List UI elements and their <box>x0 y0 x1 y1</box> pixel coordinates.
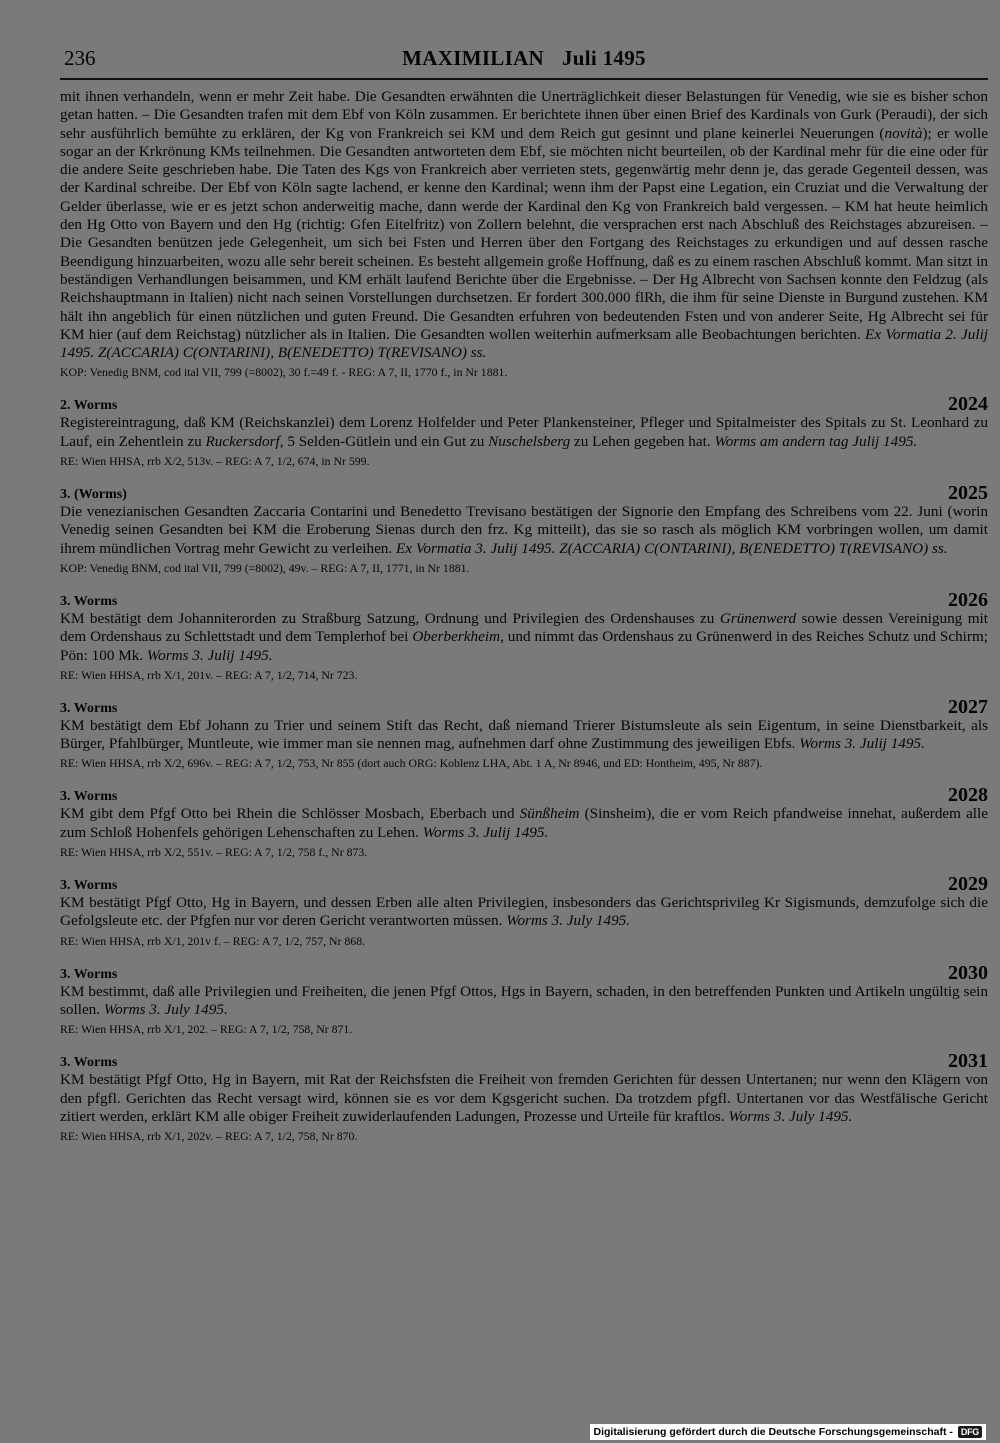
page-header <box>60 42 988 80</box>
entry-text: KM gibt dem Pfgf Otto bei Rhein die Schlösser Mosbach, Eberbach und Sünßheim (Sinsheim), die er vom Reich pfandweise innehat, außerdem alle zum Schloß Hohenfels gehörigen Lehenschaften zu Lehen. Worms 3. Julij 1495. <box>60 805 988 841</box>
entry-2027 <box>60 697 988 772</box>
continuation-paragraph: mit ihnen verhandeln, wenn er mehr Zeit habe. Die Gesandten erwähnten die Unerträglichkeit dieser Belastungen für Venedig, wie sie es bisher schon getan hatten. – Die Gesandten trafen mit dem Ebf von Köln zusammen. Er berichtete ihnen über einen Brief des Kardinals von Gurk (Peraudi), der sich sehr ausführlich bemühte zu erklären, der Kg von Frankreich sei KM und dem Reich gut gesinnt und plane keinerlei Neuerungen (novità); er wolle sogar an der Krkrönung KMs teilnehmen. Die Gesandten antworteten dem Ebf, sie möchten nicht beurteilen, ob der Kardinal mehr für die eine oder für die andere Seite geschrieben habe. Die Taten des Kgs von Frankreich aber verrieten stets, gegenwärtig mehr denn je, das gerade Gegenteil dessen, was der Kardinal schreibe. Der Ebf von Köln sagte lachend, er kenne den Kardinal; wenn ihm der Papst eine Legation, ein Cruziat und die Verwaltung der Gelder überlasse, wie er es jetzt schon anderweitig mache, dann werde der Kardinal den Kg von Frankreich bald vergessen. – KM hat heute heimlich den Hg Otto von Bayern und den Hg (richtig: Gfen Eitelfritz) von Zollern belehnt, die versprachen erst nach Abschluß des Reichstages abzureisen. – Die Gesandten benützen jede Gelegenheit, um sich bei Fsten und Herren über den Fortgang des Reichstages zu erkundigen und auf dessen rasche Beendigung hinzuarbeiten, wozu alle sehr bereit scheinen. Es besteht allgemein große Hoffnung, daß es zu einem raschen Abschluß kommt. Man sitzt in beständigen Verhandlungen beisammen, und KM erhält laufend Berichte über die Ergebnisse. – Der Hg Albrecht von Sachsen konnte den Feldzug (als Reichshauptmann in Italien) nicht nach seinen Vorstellungen durchsetzen. Er fordert 300.000 flRh, die ihm für seine Dienste in Burgund zustehen. KM hält ihn angeblich für einen nützlichen und guten Freund. Die Gesandten erfuhren von bedeutenden Fsten und von anderer Seite, Hg Albrecht sei für KM hier (auf dem Reichstag) nützlicher als in Italien. Die Gesandten wollen weiterhin aufmerksam alle Beobachtungen berichten. Ex Vormatia 2. Julij 1495. Z(ACCARIA) C(ONTARINI), B(ENEDETTO) T(REVISANO) ss. <box>60 88 989 362</box>
entry-number: 2025 <box>948 482 988 505</box>
entry-source: KOP: Venedig BNM, cod ital VII, 799 (=8002), 49v. – REG: A 7, II, 1771, in Nr 1881. <box>60 560 470 575</box>
entry-text: KM bestätigt Pfgf Otto, Hg in Bayern, mit Rat der Reichsfsten die Freiheit von fremden Gerichten für dessen Untertanen; nur wenn den Klägern von den pfgfl. Gerichten das Recht versagt wird, können sie es vor dem Kgsgericht suchen. Da trotzdem pfgfl. Untertanen vor das Westfälische Gericht zitiert werden, erklärt KM alle obiger Freiheit zuwiderlaufenden Ladungen, Prozesse und Urteile für kraftlos. Worms 3. July 1495. <box>60 1071 988 1125</box>
entry-source: RE: Wien HHSA, rrb X/1, 202v. – REG: A 7, 1/2, 758, Nr 870. <box>60 1129 358 1144</box>
entry-date: 2. Worms <box>60 398 118 414</box>
entry-source: RE: Wien HHSA, rrb X/1, 201v f. – REG: A 7, 1/2, 757, Nr 868. <box>60 933 366 948</box>
entry-source: RE: Wien HHSA, rrb X/1, 202. – REG: A 7, 1/2, 758, Nr 871. <box>60 1022 353 1037</box>
entry-2028 <box>60 785 988 860</box>
entry-text: KM bestätigt dem Ebf Johann zu Trier und seinem Stift das Recht, daß niemand Trierer Bistumsleute als sein Eigentum, in seine Dienstbarkeit, als Bürger, Pfahlbürger, Muntleute, wie immer man sie nennen mag, aufnehmen darf ohne Zustimmung des jeweiligen Ebfs. Worms 3. Julij 1495. <box>60 716 988 753</box>
continuation-source: KOP: Venedig BNM, cod ital VII, 799 (=8002), 30 f.=49 f. - REG: A 7, II, 1770 f., in Nr 1881. <box>60 365 508 380</box>
entry-date: 3. Worms <box>60 789 118 805</box>
page-body <box>60 88 988 1144</box>
entry-number: 2024 <box>948 393 988 416</box>
entry-date: 3. Worms <box>60 593 118 609</box>
entry-2025 <box>60 483 988 576</box>
page-number: 236 <box>64 46 96 70</box>
document-page <box>60 42 988 1144</box>
entry-number: 2031 <box>948 1050 988 1073</box>
entry-number: 2030 <box>948 961 988 984</box>
entry-number: 2027 <box>948 695 988 718</box>
entry-text: KM bestimmt, daß alle Privilegien und Freiheiten, die jenen Pfgf Ottos, Hgs in Bayern, schaden, in den betreffenden Punkten und Artikeln ungültig sein sollen. Worms 3. July 1495. <box>60 982 988 1018</box>
entry-2024 <box>60 394 988 469</box>
entry-source: RE: Wien HHSA, rrb X/1, 201v. – REG: A 7, 1/2, 714, Nr 723. <box>60 667 358 682</box>
entry-date: 3. Worms <box>60 1055 118 1071</box>
entry-2029 <box>60 874 988 949</box>
entry-number: 2029 <box>948 873 988 896</box>
funding-footer <box>590 1423 987 1441</box>
entry-text: KM bestätigt dem Johanniterorden zu Straßburg Satzung, Ordnung und Privilegien des Ordenshauses zu Grünenwerd sowie dessen Vereinigung mit dem Ordenshaus zu Schlettstadt und dem Templerhof bei Oberberkheim, und nimmt das Ordenshaus zu Grünenwerd in des Reiches Schutz und Schirm; Pön: 100 Mk. Worms 3. Julij 1495. <box>60 609 988 664</box>
entry-text: Registereintragung, daß KM (Reichskanzlei) dem Lorenz Holfelder und Peter Plankensteiner, Pfleger und Spitalmeister des Spitals zu St. Leonhard zu Lauf, ein Zehentlein zu Ruckersdorf, 5 Selden-Gütlein und ein Gut zu Nuschelsberg zu Lehen gegeben hat. Worms am andern tag Julij 1495. <box>60 414 988 450</box>
entry-2031 <box>60 1051 988 1144</box>
entry-number: 2028 <box>948 784 988 807</box>
entry-source: RE: Wien HHSA, rrb X/2, 696v. – REG: A 7, 1/2, 753, Nr 855 (dort auch ORG: Koblenz LHA, Abt. 1 A, Nr 8946, und ED: Hontheim, 495, Nr 887). <box>60 756 763 771</box>
entry-source: RE: Wien HHSA, rrb X/2, 513v. – REG: A 7, 1/2, 674, in Nr 599. <box>60 454 370 469</box>
entry-date: 3. Worms <box>60 966 118 982</box>
entry-date: 3. Worms <box>60 700 118 716</box>
dfg-logo-icon: DFG <box>958 1426 982 1438</box>
entry-2026 <box>60 590 988 683</box>
entry-text: Die venezianischen Gesandten Zaccaria Contarini und Benedetto Trevisano bestätigen der Signorie den Empfang des Schreibens vom 22. Juni (worin Venedig seinen Gesandten bei KM die Eroberung Sienas durch den frz. Kg mitteilt), das sie so rasch als möglich KM vorbringen wollen, um damit ihrem mündlichen Vortrag mehr Gewicht zu verleihen. Ex Vormatia 3. Julij 1495. Z(ACCARIA) C(ONTARINI), B(ENEDETTO) T(REVISANO) ss. <box>60 503 988 557</box>
entry-date: 3. Worms <box>60 878 118 894</box>
entry-date: 3. (Worms) <box>60 487 127 503</box>
running-title-date: Juli 1495 <box>562 46 646 70</box>
entry-source: RE: Wien HHSA, rrb X/2, 551v. – REG: A 7, 1/2, 758 f., Nr 873. <box>60 845 368 860</box>
running-title-main: MAXIMILIAN <box>402 46 544 70</box>
running-title <box>60 46 988 71</box>
entry-2030 <box>60 963 988 1038</box>
entry-number: 2026 <box>948 588 988 611</box>
funding-note: Digitalisierung gefördert durch die Deutsche Forschungsgemeinschaft - <box>593 1426 953 1438</box>
entry-text: KM bestätigt Pfgf Otto, Hg in Bayern, und dessen Erben alle alten Privilegien, insbesonders das Gerichtsprivileg Kr Sigismunds, demzufolge sich die Gefolgsleute etc. der Pfgfen nur vor deren Gericht verantworten müssen. Worms 3. July 1495. <box>60 894 988 930</box>
